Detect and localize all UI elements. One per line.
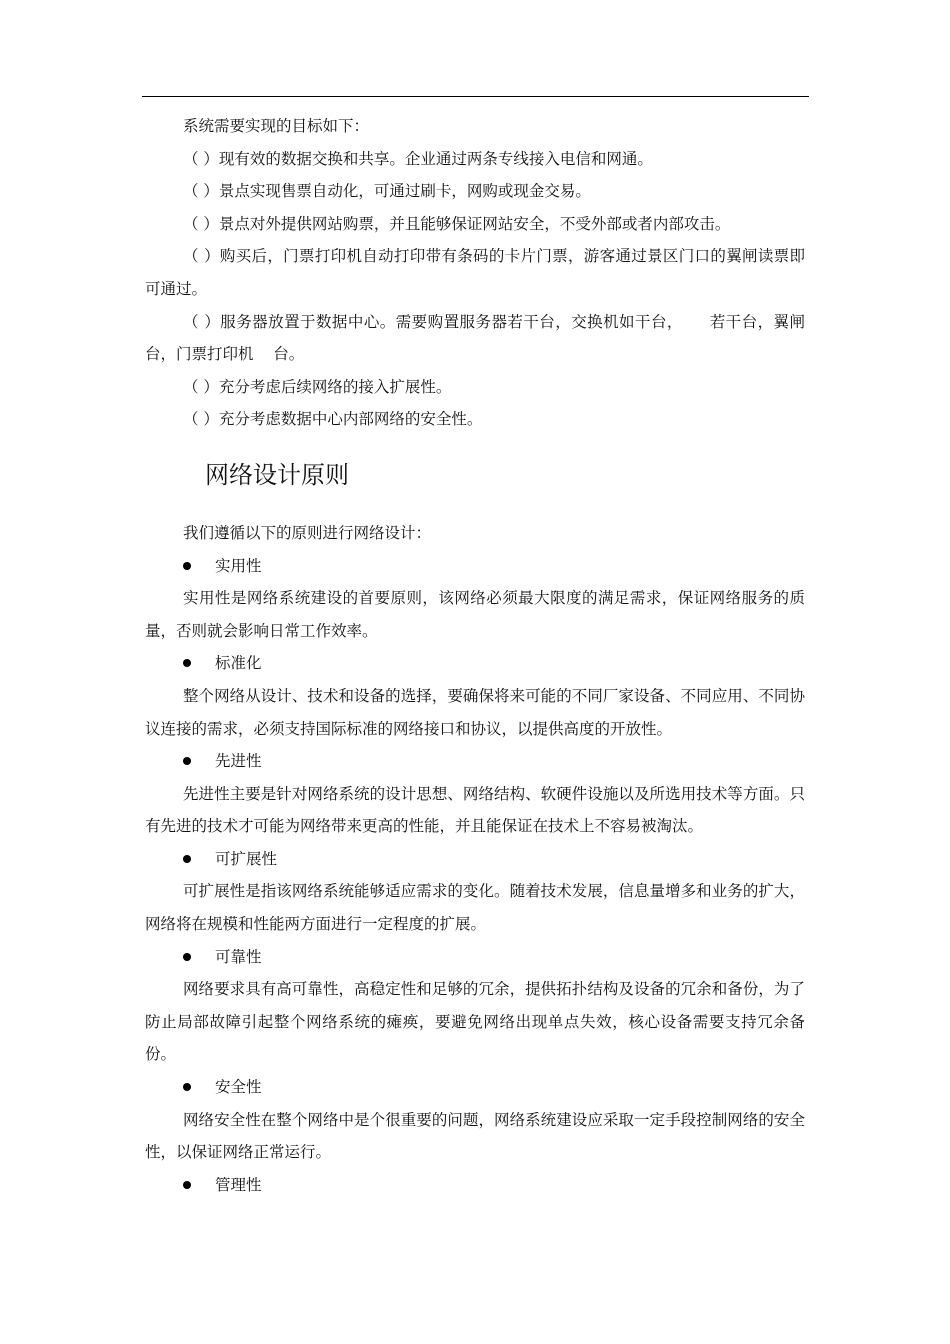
principle-text: 整个网络从设计、技术和设备的选择，要确保将来可能的不同厂家设备、不同应用、不同协议连接的需求，必须支持国际标准的网络接口和协议，以提供高度的开放性。 xyxy=(145,686,805,738)
bullet-dot-icon xyxy=(183,757,191,765)
principle-bullet xyxy=(145,1071,805,1104)
bullet-dot-icon xyxy=(183,953,191,961)
principle-title: 可扩展性 xyxy=(215,849,278,868)
principle-title: 管理性 xyxy=(215,1175,262,1194)
principle-bullet xyxy=(145,843,805,876)
principle-title: 安全性 xyxy=(215,1078,262,1097)
section-intro: 我们遵循以下的原则进行网络设计： xyxy=(183,523,432,542)
principle-title: 可靠性 xyxy=(215,947,262,966)
bullet-dot-icon xyxy=(183,659,191,667)
header-rule xyxy=(142,96,809,97)
principle-text: 可扩展性是指该网络系统能够适应需求的变化。随着技术发展，信息量增多和业务的扩大，网络将在规模和性能两方面进行一定程度的扩展。 xyxy=(145,882,805,934)
bullet-dot-icon xyxy=(183,1083,191,1091)
principle-text: 网络安全性在整个网络中是个很重要的问题，网络系统建设应采取一定手段控制网络的安全性，以保证网络正常运行。 xyxy=(145,1110,805,1162)
principle-title: 先进性 xyxy=(215,752,262,771)
goal-item: （ ）购买后，门票打印机自动打印带有条码的卡片门票，游客通过景区门口的翼闸读票即可通过。 xyxy=(145,247,805,298)
principle-title: 实用性 xyxy=(215,556,262,575)
principle-bullet xyxy=(145,1169,805,1202)
principle-text: 网络要求具有高可靠性，高稳定性和足够的冗余，提供拓扑结构及设备的冗余和备份，为了防止局部故障引起整个网络系统的瘫痪，要避免网络出现单点失效，核心设备需要支持冗余备份。 xyxy=(145,980,805,1064)
principle-text: 实用性是网络系统建设的首要原则，该网络必须最大限度的满足需求，保证网络服务的质量，否则就会影响日常工作效率。 xyxy=(145,589,805,640)
bullet-dot-icon xyxy=(183,1181,191,1189)
principle-text: 先进性主要是针对网络系统的设计思想、网络结构、软硬件设施以及所选用技术等方面。只有先进的技术才可能为网络带来更高的性能，并且能保证在技术上不容易被淘汰。 xyxy=(145,784,805,836)
principle-bullet xyxy=(145,745,805,778)
principle-bullet xyxy=(145,647,805,680)
principle-bullet xyxy=(145,941,805,974)
section-heading: 网络设计原则 xyxy=(205,460,349,489)
goal-item: （ ）景点对外提供网站购票，并且能够保证网站安全，不受外部或者内部攻击。 xyxy=(183,214,731,233)
goal-item: （ ）充分考虑数据中心内部网络的安全性。 xyxy=(183,410,483,429)
goal-item: （ ）景点实现售票自动化，可通过刷卡，网购或现金交易。 xyxy=(183,182,591,201)
bullet-dot-icon xyxy=(183,562,191,570)
goal-item: （ ）充分考虑后续网络的接入扩展性。 xyxy=(183,377,452,396)
bullet-dot-icon xyxy=(183,855,191,863)
principle-bullet xyxy=(145,550,805,583)
principle-title: 标准化 xyxy=(215,654,262,673)
goal-item: （ ）服务器放置于数据中心。需要购置服务器若干台，交换机如干台， 若干台，翼闸 台，门票打印机 台。 xyxy=(145,312,825,364)
goals-intro: 系统需要实现的目标如下： xyxy=(183,117,370,135)
page-content xyxy=(145,110,825,1201)
goal-item: （ ）现有效的数据交换和共享。企业通过两条专线接入电信和网通。 xyxy=(183,149,653,168)
